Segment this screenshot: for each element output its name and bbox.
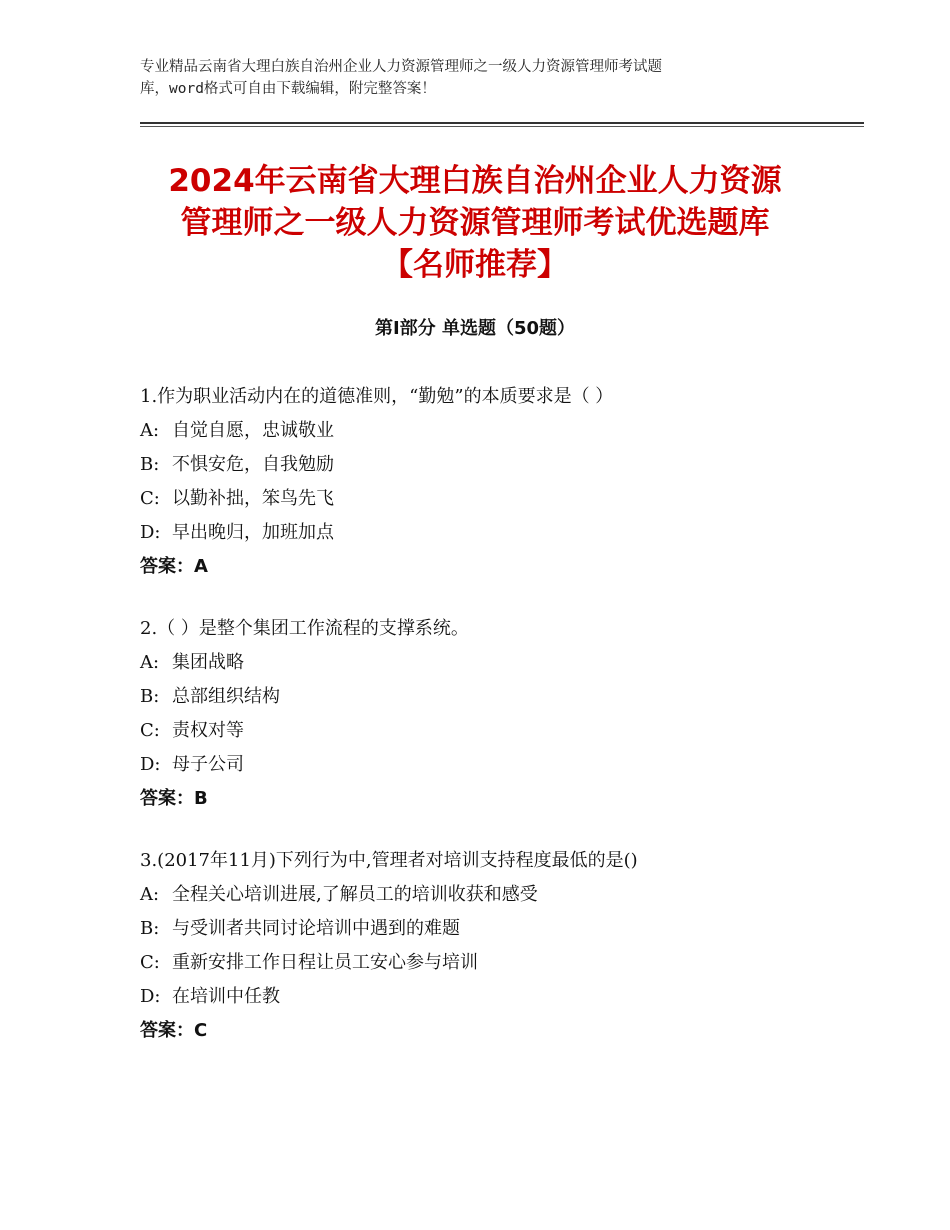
question-3-option-d (140, 980, 840, 1014)
question-2 (140, 612, 840, 816)
question-1-stem: 1.作为职业活动内在的道德准则，“勤勉”的本质要求是（ ） (140, 386, 614, 407)
header-note-line-1: 专业精品云南省大理白族自治州企业人力资源管理师之一级人力资源管理师考试题 (140, 59, 662, 75)
document-title (110, 160, 840, 286)
document-title-line-1: 2024年云南省大理白族自治州企业人力资源 (168, 163, 782, 199)
question-1-option-a (140, 414, 840, 448)
document-title-line-3: 【名师推荐】 (382, 247, 568, 283)
header-divider (140, 122, 864, 128)
option-text: 总部组织结构 (172, 686, 280, 707)
option-letter: A: (140, 420, 160, 441)
question-2-option-b (140, 680, 840, 714)
option-text: 不惧安危，自我勉励 (172, 454, 334, 475)
option-letter: B: (140, 454, 160, 475)
header-note-line-2: 库，word格式可自由下载编辑，附完整答案！ (140, 81, 436, 97)
question-3-option-a (140, 878, 840, 912)
question-3-stem: 3.(2017年11月)下列行为中,管理者对培训支持程度最低的是() (140, 850, 638, 871)
question-3-option-b (140, 912, 840, 946)
question-1-option-b (140, 448, 840, 482)
option-text: 自觉自愿，忠诚敬业 (172, 420, 334, 441)
option-letter: A: (140, 884, 160, 905)
question-list (140, 380, 840, 1076)
option-letter: D: (140, 986, 161, 1007)
question-1-answer: 答案：A (140, 556, 208, 577)
question-2-option-d (140, 748, 840, 782)
question-2-answer: 答案：B (140, 788, 208, 809)
option-letter: A: (140, 652, 160, 673)
document-title-line-2: 管理师之一级人力资源管理师考试优选题库 (180, 205, 770, 241)
option-letter: C: (140, 952, 160, 973)
option-text: 全程关心培训进展,了解员工的培训收获和感受 (172, 884, 538, 905)
option-text: 集团战略 (172, 652, 244, 673)
question-3-option-c (140, 946, 840, 980)
header-note (140, 56, 830, 100)
option-letter: C: (140, 488, 160, 509)
question-1-option-c (140, 482, 840, 516)
question-2-stem: 2.（ ）是整个集团工作流程的支撑系统。 (140, 618, 469, 639)
header-divider-thick (140, 122, 864, 124)
option-text: 重新安排工作日程让员工安心参与培训 (172, 952, 478, 973)
question-3-answer: 答案：C (140, 1020, 208, 1041)
question-2-option-a (140, 646, 840, 680)
option-letter: D: (140, 754, 161, 775)
question-2-option-c (140, 714, 840, 748)
question-1 (140, 380, 840, 584)
option-text: 与受训者共同讨论培训中遇到的难题 (172, 918, 460, 939)
option-text: 母子公司 (172, 754, 244, 775)
option-letter: D: (140, 522, 161, 543)
option-text: 在培训中任教 (172, 986, 280, 1007)
option-text: 责权对等 (172, 720, 244, 741)
header-divider-thin (140, 126, 864, 127)
option-letter: B: (140, 918, 160, 939)
question-3 (140, 844, 840, 1048)
option-text: 以勤补拙，笨鸟先飞 (172, 488, 334, 509)
option-letter: B: (140, 686, 160, 707)
option-letter: C: (140, 720, 160, 741)
question-1-option-d (140, 516, 840, 550)
section-title: 第Ⅰ部分 单选题（50题） (374, 318, 575, 339)
option-text: 早出晚归，加班加点 (172, 522, 334, 543)
